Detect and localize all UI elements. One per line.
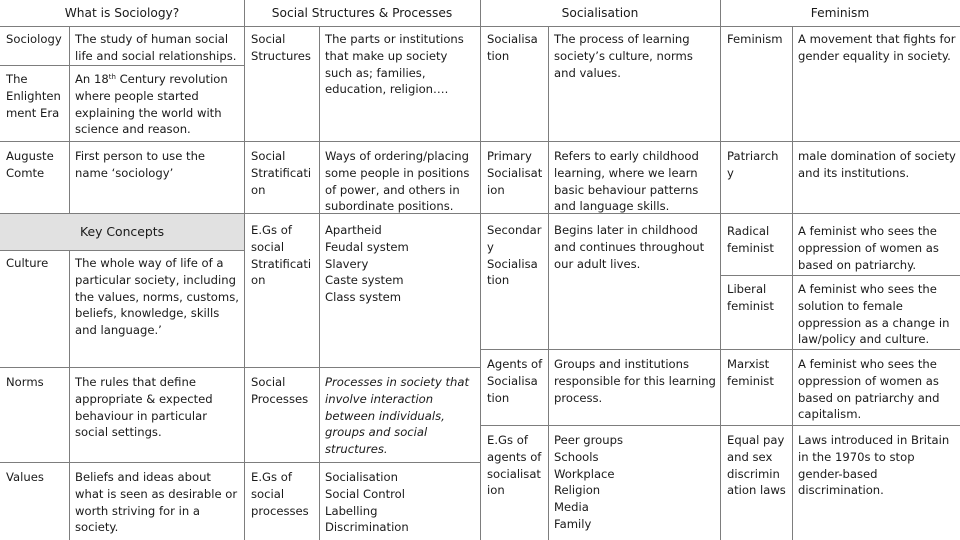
- header-social-structures: Social Structures & Processes: [271, 6, 453, 20]
- definition-liberal-feminist: A feminist who sees the solution to female oppression as a change in law/policy and culture.: [798, 282, 950, 347]
- term-values: Values: [6, 470, 44, 484]
- divider: [720, 213, 960, 214]
- term-sociology: Sociology: [6, 32, 62, 46]
- term-socialisation: Socialisa tion: [487, 32, 538, 63]
- list-egs-processes: [320, 462, 480, 540]
- definition-secondary-socialisation: Begins later in childhood and continues throughout our adult lives.: [554, 223, 705, 271]
- divider: [244, 213, 481, 214]
- definition-radical-feminist: A feminist who sees the oppression of women as based on patriarchy.: [798, 224, 939, 272]
- list-item: Slavery: [325, 256, 369, 271]
- term-patriarchy: Patriarch y: [727, 149, 779, 180]
- term-auguste-comte: Auguste Comte: [6, 149, 54, 180]
- definition-primary-socialisation: Refers to early childhood learning, where we learn basic behaviour patterns and language skills.: [554, 149, 699, 213]
- list-item: Religion: [554, 483, 601, 498]
- list-item: Social Control: [325, 486, 405, 501]
- list-egs-stratification: [320, 215, 480, 367]
- definition-equal-pay-laws: Laws introduced in Britain in the 1970s to stop gender-based discrimination.: [798, 433, 950, 498]
- header-feminism: Feminism: [810, 6, 870, 20]
- term-egs-agents: E.Gs of agents of socialisat ion: [487, 433, 542, 498]
- definition-values: Beliefs and ideas about what is seen as desirable or worth striving for in a society.: [75, 470, 238, 535]
- list-item: Peer groups: [554, 433, 624, 447]
- term-primary-socialisation: Primary Socialisat ion: [487, 149, 543, 197]
- term-social-structures: Social Structures: [251, 32, 311, 63]
- definition-auguste-comte: First person to use the name ‘sociology’: [75, 149, 206, 180]
- definition-patriarchy: male domination of society and its institutions.: [798, 149, 956, 180]
- key-concepts-heading: Key Concepts: [0, 214, 244, 250]
- definition-marxist-feminist: A feminist who sees the oppression of women as based on patriarchy and capitalism.: [798, 357, 940, 422]
- term-marxist-feminist: Marxist feminist: [727, 357, 774, 388]
- definition-norms: The rules that define appropriate & expected behaviour in particular social settings.: [75, 375, 213, 440]
- definition-social-processes: Processes in society that involve interaction between individuals, groups and social structures.: [325, 375, 470, 457]
- list-item: Caste system: [325, 273, 404, 288]
- definition-feminism: A movement that fights for gender equality in society.: [798, 32, 956, 63]
- term-liberal-feminist: Liberal feminist: [727, 282, 774, 313]
- list-item: Media: [554, 500, 589, 515]
- term-social-processes: Social Processes: [251, 375, 309, 406]
- term-enlightenment: The Enlighten ment Era: [6, 72, 61, 120]
- definition-agents-of-socialisation: Groups and institutions responsible for this learning process.: [554, 357, 716, 405]
- list-item: Labelling: [325, 503, 378, 518]
- term-secondary-socialisation: Secondar y Socialisa tion: [487, 223, 542, 288]
- definition-culture: The whole way of life of a particular society, including the values, norms, customs, beliefs, knowledge, skills and language.’: [75, 256, 239, 338]
- definition-social-structures: The parts or institutions that make up society such as; families, education, religion….: [325, 32, 464, 97]
- header-what-is-sociology: What is Sociology?: [64, 6, 180, 20]
- term-social-stratification: Social Stratificati on: [251, 149, 312, 197]
- term-radical-feminist: Radical feminist: [727, 224, 774, 255]
- definition-sociology: The study of human social life and social relationships.: [75, 32, 237, 63]
- list-item: Discrimination: [325, 520, 409, 535]
- term-culture: Culture: [6, 256, 49, 270]
- term-egs-stratification: E.Gs of social Stratificati on: [251, 223, 312, 288]
- term-feminism: Feminism: [727, 32, 783, 46]
- list-item: Feudal system: [325, 239, 409, 254]
- definition-social-stratification: Ways of ordering/placing some people in positions of power, and others in subordinate positions.: [325, 149, 470, 213]
- definition-socialisation: The process of learning society’s culture, norms and values.: [554, 32, 693, 80]
- list-item: Family: [554, 516, 592, 531]
- list-item: Apartheid: [325, 223, 382, 237]
- term-egs-processes: E.Gs of social processes: [251, 470, 309, 518]
- list-item: Schools: [554, 449, 599, 464]
- list-item: Workplace: [554, 466, 615, 481]
- header-socialisation: Socialisation: [561, 6, 639, 20]
- term-norms: Norms: [6, 375, 44, 389]
- term-equal-pay-laws: Equal pay and sex discrimin ation laws: [727, 433, 786, 498]
- divider: [480, 213, 721, 214]
- definition-enlightenment: An 18th Century revolution where people started explaining the world with science and reason.: [75, 72, 228, 137]
- list-item: Socialisation: [325, 470, 398, 484]
- term-agents-of-socialisation: Agents of Socialisa tion: [487, 357, 543, 405]
- list-item: Class system: [325, 290, 402, 305]
- list-egs-agents: [549, 425, 720, 540]
